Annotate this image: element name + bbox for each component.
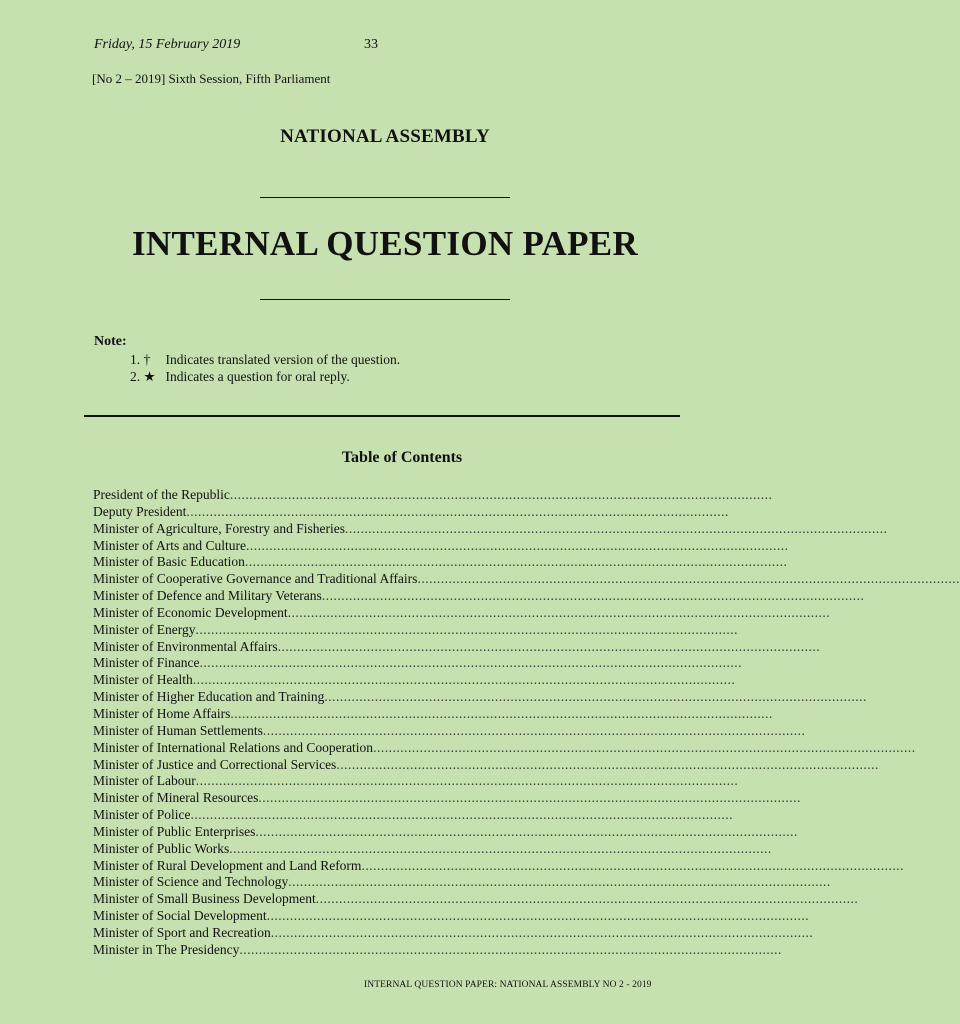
toc-entry[interactable] [93,823,798,841]
dot-leader: ............................................................................................................................................ [239,941,782,957]
toc-entry-label: Minister of Human Settlements [93,722,263,738]
toc-entry-label: Minister of Basic Education [93,554,245,570]
toc-entry[interactable] [93,621,738,639]
toc-title: Table of Contents [341,449,463,466]
toc-entry-label: Minister of Energy [93,621,196,637]
toc-entry[interactable] [93,554,788,571]
dagger-icon: † [143,352,151,367]
toc-entry-label: Minister of Small Business Development [93,891,316,907]
toc-entry-label: Minister of Finance [93,655,200,671]
toc-entry-label: Minister of Defence and Military Veterans [93,588,322,604]
note-number: 1. [130,352,141,367]
toc-entry[interactable] [93,807,733,824]
dot-leader: ............................................................................................................................................ [324,689,867,705]
toc-entry-label: Minister of Environmental Affairs [93,638,278,654]
dot-leader: ............................................................................................................................................ [315,891,859,907]
toc-entry[interactable] [93,773,739,790]
dot-leader: ............................................................................................................................................ [321,588,865,604]
toc-entry[interactable] [93,537,789,555]
toc-entry-label: Minister in The Presidency [93,941,240,957]
assembly-heading: NATIONAL ASSEMBLY [280,126,490,147]
dot-leader: ............................................................................................................................................ [230,705,773,721]
toc-entry-label: President of the Republic [93,487,230,502]
dot-leader: ............................................................................................................................................ [244,554,788,570]
dot-leader: ............................................................................................................................................ [195,773,739,789]
toc-entry-label: Minister of Labour [93,773,196,789]
dot-leader: ............................................................................................................................................ [373,739,916,755]
toc-entry[interactable] [93,638,821,656]
toc-entry-label: Minister of Agriculture, Forestry and Fisheries [93,520,345,536]
toc-entry[interactable] [93,588,865,605]
toc-entry-label: Minister of Economic Development [93,604,288,620]
toc-entry[interactable] [93,857,904,875]
dot-leader: ............................................................................................................................................ [361,857,904,873]
toc-entry[interactable] [93,722,806,740]
divider-top [260,197,510,198]
dot-leader: ............................................................................................................................................ [258,790,801,806]
dot-leader: ............................................................................................................................................ [245,537,789,553]
toc-entry-label: Minister of Justice and Correctional Services [93,756,337,772]
page-number: 33 [364,37,378,52]
session-line: [No 2 – 2019] Sixth Session, Fifth Parliament [92,71,331,86]
dot-leader: ............................................................................................................................................ [199,655,742,671]
dot-leader: ............................................................................................................................................ [344,520,888,536]
star-icon: ★ [143,369,156,384]
note-text: Indicates a question for oral reply. [165,369,350,384]
divider-bottom [260,299,510,300]
toc-entry[interactable] [93,908,810,925]
dot-leader: ............................................................................................................................................ [288,874,831,890]
dot-leader: ............................................................................................................................................ [262,722,806,738]
toc-entry-label: Minister of Health [93,672,193,688]
section-divider [84,415,680,417]
toc-entry-label: Minister of Higher Education and Training [93,689,325,705]
toc-entry[interactable] [93,604,831,622]
toc-entry-label: Minister of Science and Technology [93,874,289,890]
toc-entry[interactable] [93,840,772,858]
toc-entry-label: Deputy President [93,503,187,519]
toc-entry[interactable] [93,739,916,757]
toc-entry-label: Minister of Home Affairs [93,705,231,721]
dot-leader: ............................................................................................................................................ [229,840,772,856]
toc-entry[interactable] [93,520,888,538]
note-item [130,352,400,368]
note-text: Indicates translated version of the question. [165,352,401,367]
toc-entry[interactable] [93,941,782,959]
note-label: Note: [94,334,127,349]
toc-entry[interactable] [93,503,729,521]
toc-entry-label: Minister of International Relations and Cooperation [93,739,374,755]
toc-entry-label: Minister of Sport and Recreation [93,924,271,940]
toc-entry-label: Minister of Arts and Culture [93,537,246,553]
toc-entry[interactable] [93,891,859,908]
toc-entry[interactable] [93,790,801,807]
page-title: INTERNAL QUESTION PAPER [131,224,639,263]
toc-entry[interactable] [93,655,742,672]
toc-entry-label: Minister of Public Enterprises [93,823,256,839]
dot-leader: ............................................................................................................................................ [255,823,798,839]
dot-leader: ............................................................................................................................................ [195,621,738,637]
toc-entry[interactable] [93,689,867,706]
table-of-contents [93,487,960,959]
toc-entry-label: Minister of Cooperative Governance and Traditional Affairs [93,571,418,587]
dot-leader: ............................................................................................................................................ [270,924,814,940]
toc-entry[interactable] [93,756,879,774]
toc-entry-label: Minister of Public Works [93,840,230,856]
note-number: 2. [130,369,141,384]
dot-leader: ............................................................................................................................................ [336,756,879,772]
toc-entry-label: Minister of Rural Development and Land Reform [93,857,362,873]
dot-leader: ............................................................................................................................................ [277,638,821,654]
dot-leader: ............................................................................................................................................ [417,571,960,587]
header-date: Friday, 15 February 2019 [94,37,241,52]
dot-leader: ............................................................................................................................................ [192,672,736,688]
toc-entry-label: Minister of Social Development [93,908,267,924]
toc-entry[interactable] [93,571,960,588]
dot-leader: ............................................................................................................................................ [190,807,733,823]
toc-entry[interactable] [93,487,773,504]
toc-entry[interactable] [93,924,814,942]
dot-leader: ............................................................................................................................................ [266,908,810,924]
toc-entry[interactable] [93,705,773,723]
note-item [130,369,350,385]
dot-leader: ............................................................................................................................................ [186,503,729,519]
toc-entry[interactable] [93,874,831,891]
toc-entry[interactable] [93,672,736,689]
page-footer: INTERNAL QUESTION PAPER: NATIONAL ASSEMBLY NO 2 - 2019 [364,980,652,990]
dot-leader: ............................................................................................................................................ [287,604,831,620]
toc-entry-label: Minister of Mineral Resources [93,790,259,806]
dot-leader: ............................................................................................................................................ [229,487,773,502]
toc-entry-label: Minister of Police [93,807,191,823]
